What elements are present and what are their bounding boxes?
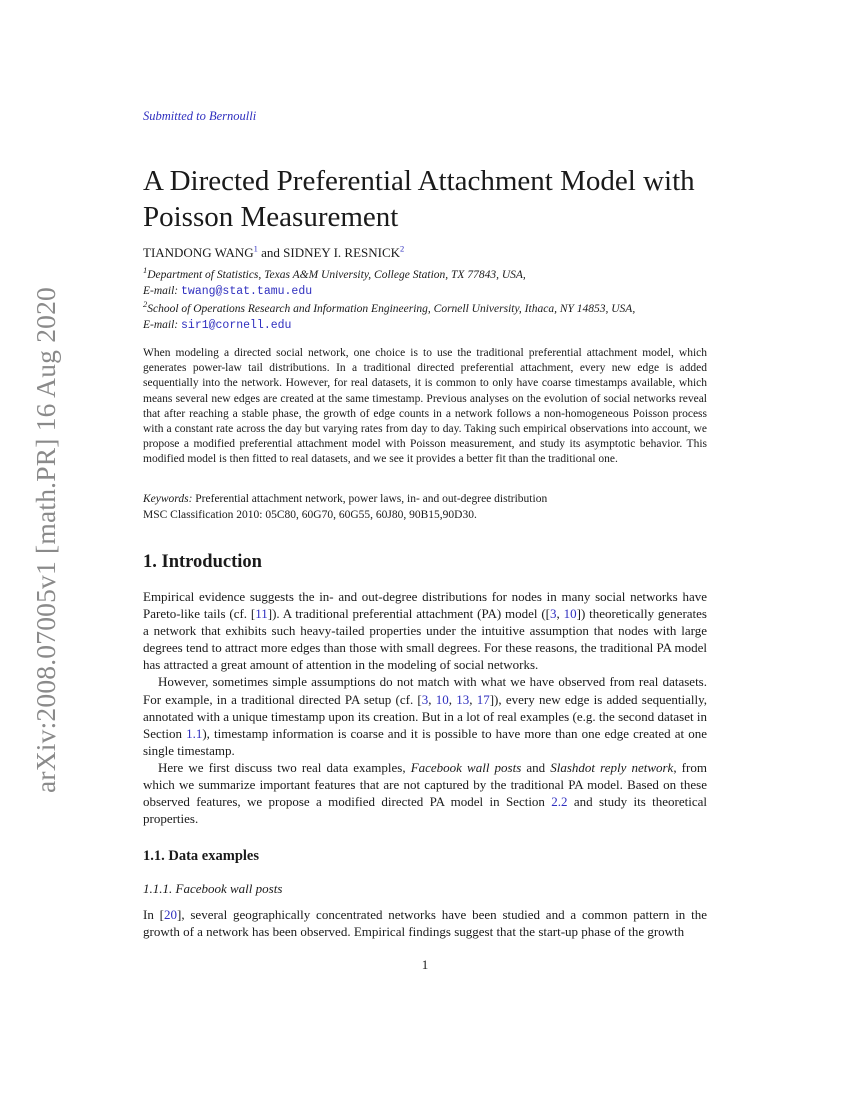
facebook-paragraph (143, 906, 707, 940)
email-label-1: E-mail: (143, 285, 182, 298)
text-run: , (469, 691, 477, 707)
subsubsection-heading-facebook: 1.1.1. Facebook wall posts (143, 881, 283, 896)
text-run: , (556, 606, 564, 622)
text-run: Empirical evidence suggests the in- and out-degree distributions for nodes in many social networks have Pareto-like tails (cf. [ (143, 589, 707, 622)
citation-link[interactable]: 20 (163, 907, 177, 922)
paper-title (143, 163, 695, 235)
email-line-2 (143, 317, 635, 334)
author-list (143, 245, 404, 261)
arxiv-identifier-text: arXiv:2008.07005v1 [math.PR] 16 Aug 2020 (30, 286, 61, 794)
email-line-1 (143, 283, 635, 300)
text-run: , (428, 691, 436, 707)
affiliation-2 (143, 298, 636, 317)
text-run: ), timestamp information is coarse and it is possible to have more than one edge created at one single timestamp. (143, 725, 707, 758)
section-heading-introduction: 1. Introduction (143, 552, 262, 572)
citation-link[interactable]: 10 (563, 606, 577, 622)
text-run: In [ (143, 907, 164, 922)
affiliation-1 (143, 267, 635, 283)
submitted-to-link[interactable]: Submitted to Bernoulli (143, 109, 257, 123)
citation-link[interactable]: 17 (476, 691, 490, 707)
title-line-2: Poisson Measurement (143, 201, 399, 233)
author-1-affil-ref[interactable]: 1 (253, 243, 258, 254)
email-link-1[interactable]: twang@stat.tamu.edu (181, 285, 313, 299)
section-ref-link[interactable]: 1.1 (186, 725, 203, 741)
keywords-label: Keywords: (143, 493, 193, 505)
title-line-1: A Directed Preferential Attachment Model with (143, 165, 695, 197)
subsection-heading-data-examples: 1.1. Data examples (143, 848, 259, 864)
introduction-body (143, 588, 707, 827)
keywords-line (143, 491, 707, 507)
email-label-2: E-mail: (143, 318, 182, 331)
text-run: ]), every new edge is added sequentially, annotated with a unique timestamp upon its creation. But in a lot of real examples (e.g. the second dataset in Section (143, 691, 707, 741)
citation-link[interactable]: 10 (435, 691, 449, 707)
author-2-affil-ref[interactable]: 2 (400, 243, 405, 254)
affiliation-2-marker: 2 (143, 298, 148, 309)
citation-link[interactable]: 3 (550, 606, 557, 622)
affiliation-2-text: School of Operations Research and Information Engineering, Cornell University, Ithaca, NY 14853, USA, (147, 302, 636, 315)
dataset-name: Facebook wall posts (410, 759, 522, 775)
text-run: , from which we summarize important features that are not captured by the traditional PA model. Based on these observed features, we propose a modified directed PA model in Section (143, 759, 707, 810)
text-run: , (448, 691, 457, 707)
citation-link[interactable]: 13 (456, 691, 470, 707)
msc-classification: MSC Classification 2010: 05C80, 60G70, 60G55, 60J80, 90B15,90D30. (143, 509, 477, 522)
text-run: However, sometimes simple assumptions do not match with what we have observed from real datasets. For example, in a traditional directed PA setup (cf. [ (143, 674, 707, 707)
citation-link[interactable]: 11 (255, 606, 268, 622)
affiliations (143, 267, 635, 334)
authors-conjunction: and (257, 245, 284, 260)
affiliation-1-marker: 1 (143, 265, 148, 276)
text-run: and study its theoretical properties. (143, 794, 707, 827)
page-number: 1 (421, 957, 429, 972)
text-run: ], several geographically concentrated networks have been studied and a common pattern in the growth of a network has been observed. Empirical findings suggest that the start-up phase of the growth (143, 907, 707, 940)
abstract: When modeling a directed social network, one choice is to use the traditional preferential attachment model, which generates power-law tail distributions. In a traditional directed preferential attachment, every new edge is added sequentially into the network. However, for real datasets, it is common to only have coarse timestamps available, which means several new edges are created at the same timestamp. Previous analyses on the evolution of social networks reveal that after reaching a stable phase, the growth of edge counts in a network follows a non-homogeneous Poisson process with a constant rate across the day but varying rates from day to day. Taking such empirical observations into account, we propose a modified preferential attachment model with Poisson measurement, and study its asymptotic behavior. This modified model is then fitted to real datasets, and we see it provides a better fit than the traditional one. (143, 347, 707, 466)
intro-paragraph-2 (143, 673, 707, 758)
text-run: Here we first discuss two real data examples, (158, 759, 411, 775)
citation-link[interactable]: 3 (421, 691, 429, 707)
author-1: TIANDONG WANG (143, 245, 254, 260)
author-2: SIDNEY I. RESNICK (283, 245, 401, 260)
intro-paragraph-1 (143, 588, 707, 673)
text-run: and (521, 759, 551, 775)
dataset-name: Slashdot reply network (550, 759, 674, 775)
email-link-2[interactable]: sir1@cornell.edu (181, 318, 292, 332)
affiliation-1-text: Department of Statistics, Texas A&M University, College Station, TX 77843, USA, (147, 269, 526, 281)
text-run: ]) theoretically generates a network that exhibits such heavy-tailed properties under the intuitive assumption that nodes with large degrees tend to attract more edges than those with small degrees. For these reasons, the traditional PA model has attracted a great amount of attention in the modeling of social networks. (143, 606, 707, 673)
text-run: ]). A traditional preferential attachment (PA) model ([ (267, 606, 551, 622)
section-ref-link[interactable]: 2.2 (551, 794, 568, 810)
intro-paragraph-3 (143, 759, 707, 827)
keywords-block (143, 491, 707, 524)
keywords-text: Preferential attachment network, power laws, in- and out-degree distribution (192, 493, 548, 505)
